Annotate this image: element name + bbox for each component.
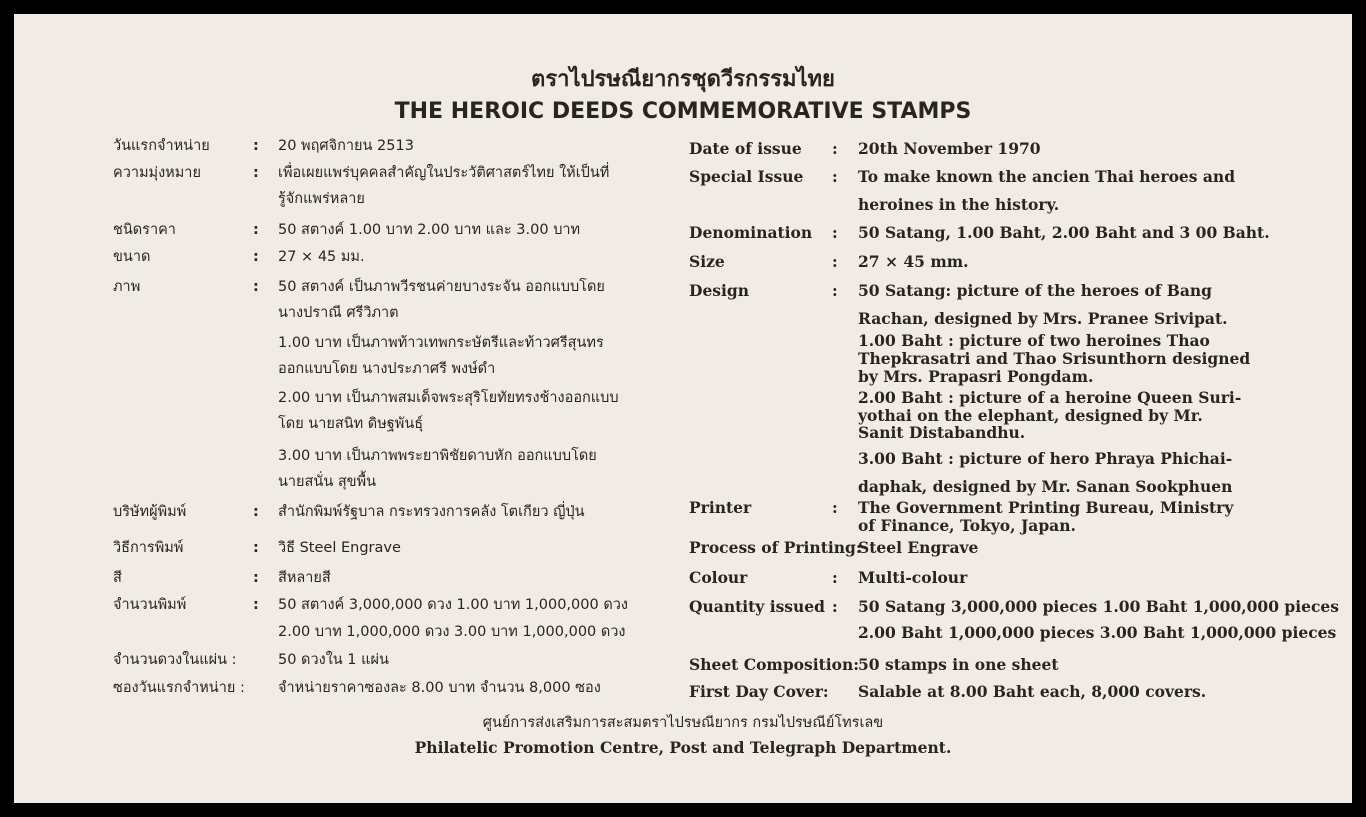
left-value-line: 1.00 บาท เป็นภาพท้าวเทพกระษัตรีและท้าวศรีสุนทร — [278, 335, 604, 351]
colon: : — [253, 540, 259, 556]
left-value-line: รู้จักแพร่หลาย — [278, 191, 365, 207]
colon: : — [253, 165, 259, 181]
left-label: บริษัทผู้พิมพ์ — [113, 504, 187, 520]
right-value-line: 50 Satang 3,000,000 pieces 1.00 Baht 1,000,000 pieces — [858, 597, 1340, 616]
left-value-line: สำนักพิมพ์รัฐบาล กระทรวงการคลัง โตเกียว ญี่ปุ่น — [278, 504, 585, 520]
right-value-line: heroines in the history. — [858, 195, 1060, 214]
left-label: ซองวันแรกจำหน่าย : — [113, 680, 245, 696]
colon: : — [253, 570, 259, 586]
left-label: สี — [113, 570, 122, 586]
right-label: Design — [689, 281, 750, 300]
right-label: Colour — [689, 568, 748, 587]
right-label: Printer — [689, 498, 752, 517]
colon: : — [832, 167, 838, 186]
right-label: Date of issue — [689, 139, 802, 158]
right-value-line: 20th November 1970 — [858, 139, 1041, 158]
right-label: Size — [689, 252, 725, 271]
footer-thai: ศูนย์การส่งเสริมการสะสมตราไปรษณียากร กรมไปรษณีย์โทรเลข — [482, 715, 884, 731]
left-value-line: 50 ดวงใน 1 แผ่น — [278, 652, 389, 668]
right-label: Process of Printing: — [689, 538, 862, 557]
colon: : — [832, 568, 838, 587]
right-value-line: Rachan, designed by Mrs. Pranee Srivipat. — [858, 309, 1228, 328]
colon: : — [253, 138, 259, 154]
colon: : — [832, 252, 838, 271]
left-label: วิธีการพิมพ์ — [113, 540, 184, 556]
colon: : — [253, 597, 259, 613]
right-value-line: Sanit Distabandhu. — [858, 423, 1026, 442]
left-value-line: 50 สตางค์ 1.00 บาท 2.00 บาท และ 3.00 บาท — [278, 222, 581, 238]
right-value-line: 50 Satang, 1.00 Baht, 2.00 Baht and 3 00 Baht. — [858, 223, 1270, 242]
left-value-line: สีหลายสี — [278, 570, 331, 586]
left-label: ภาพ — [113, 279, 141, 295]
left-value-line: วิธี Steel Engrave — [278, 540, 401, 556]
left-label: ความมุ่งหมาย — [113, 165, 201, 181]
right-value-line: 50 Satang: picture of the heroes of Bang — [858, 281, 1213, 300]
left-label: จำนวนพิมพ์ — [113, 597, 187, 613]
left-label: วันแรกจำหน่าย — [113, 138, 210, 154]
colon: : — [253, 279, 259, 295]
left-value-line: จำหน่ายราคาซองละ 8.00 บาท จำนวน 8,000 ซอง — [278, 680, 601, 696]
right-label: First Day Cover: — [689, 682, 829, 701]
right-value-line: by Mrs. Prapasri Pongdam. — [858, 367, 1094, 386]
left-value-line: นายสนั่น สุขพื้น — [278, 474, 377, 490]
right-value-line: 50 stamps in one sheet — [858, 655, 1059, 674]
right-value-line: The Government Printing Bureau, Ministry — [858, 498, 1234, 517]
left-value-line: 50 สตางค์ เป็นภาพวีรชนค่ายบางระจัน ออกแบบโดย — [278, 279, 605, 295]
colon: : — [253, 222, 259, 238]
left-value-line: เพื่อเผยแพร่บุคคลสำคัญในประวัติศาสตร์ไทย ให้เป็นที่ — [278, 165, 610, 181]
left-value-line: ออกแบบโดย นางประภาศรี พงษ์ดำ — [278, 361, 496, 377]
colon: : — [253, 249, 259, 265]
right-label: Denomination — [689, 223, 813, 242]
left-value-line: 50 สตางค์ 3,000,000 ดวง 1.00 บาท 1,000,000 ดวง — [278, 597, 628, 613]
right-value-line: 2.00 Baht : picture of a heroine Queen Suri- — [858, 388, 1242, 407]
right-value-line: Thepkrasatri and Thao Srisunthorn designed — [858, 349, 1251, 368]
left-value-line: 3.00 บาท เป็นภาพพระยาพิชัยดาบหัก ออกแบบโดย — [278, 448, 597, 464]
colon: : — [832, 498, 838, 517]
colon: : — [832, 223, 838, 242]
right-value-line: Salable at 8.00 Baht each, 8,000 covers. — [858, 682, 1207, 701]
colon: : — [832, 139, 838, 158]
right-value-line: Multi-colour — [858, 568, 968, 587]
right-value-line: To make known the ancien Thai heroes and — [858, 167, 1236, 186]
left-value-line: 20 พฤศจิกายน 2513 — [278, 138, 414, 154]
footer-english: Philatelic Promotion Centre, Post and Telegraph Department. — [414, 738, 952, 757]
left-label: ชนิดราคา — [113, 222, 176, 238]
right-value-line: 2.00 Baht 1,000,000 pieces 3.00 Baht 1,000,000 pieces — [858, 623, 1337, 642]
right-value-line: yothai on the elephant, designed by Mr. — [858, 406, 1203, 425]
colon: : — [253, 504, 259, 520]
left-value-line: โดย นายสนิท ดิษฐพันธุ์ — [278, 416, 424, 432]
right-label: Sheet Composition: — [689, 655, 859, 674]
left-value-line: นางปราณี ศรีวิภาต — [278, 305, 399, 321]
right-value-line: 3.00 Baht : picture of hero Phraya Phichai- — [858, 449, 1233, 468]
right-value-line: 27 × 45 mm. — [858, 252, 969, 271]
title-thai: ตราไปรษณียากรชุดวีรกรรมไทย — [531, 67, 835, 92]
right-value-line: of Finance, Tokyo, Japan. — [858, 516, 1076, 535]
left-label: ขนาด — [113, 249, 151, 265]
right-value-line: 1.00 Baht : picture of two heroines Thao — [858, 331, 1210, 350]
left-label: จำนวนดวงในแผ่น : — [113, 652, 237, 668]
right-label: Special Issue — [689, 167, 804, 186]
right-label: Quantity issued — [689, 597, 826, 616]
colon: : — [832, 597, 838, 616]
title-english: THE HEROIC DEEDS COMMEMORATIVE STAMPS — [394, 99, 972, 124]
colon: : — [832, 281, 838, 300]
right-value-line: Steel Engrave — [858, 538, 979, 557]
left-value-line: 2.00 บาท เป็นภาพสมเด็จพระสุริโยทัยทรงช้างออกแบบ — [278, 390, 619, 406]
left-value-line: 2.00 บาท 1,000,000 ดวง 3.00 บาท 1,000,000 ดวง — [278, 624, 626, 640]
left-value-line: 27 × 45 มม. — [278, 249, 365, 265]
right-value-line: daphak, designed by Mr. Sanan Sookphuen — [858, 477, 1233, 496]
